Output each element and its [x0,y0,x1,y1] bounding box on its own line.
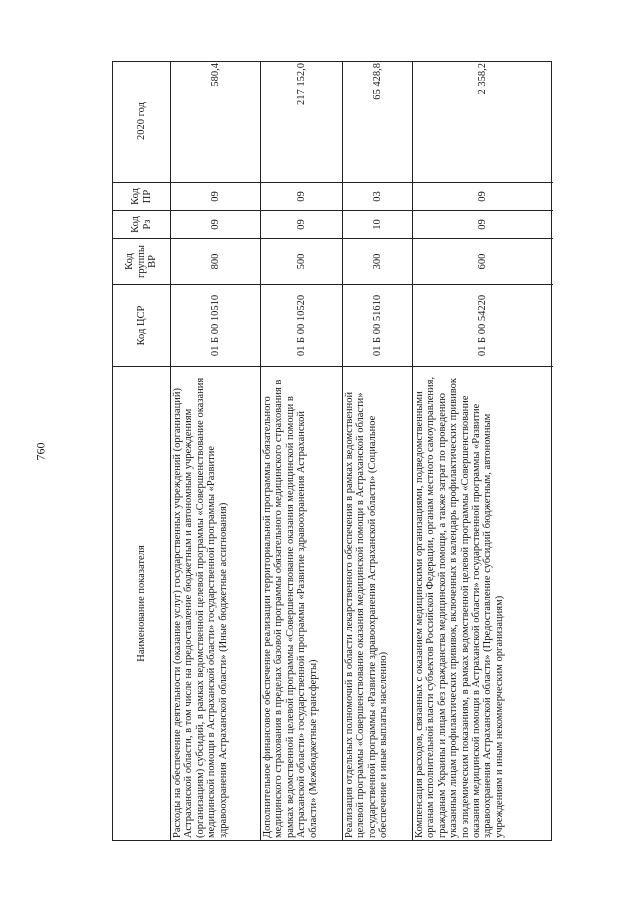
row-amount: 217 152,0 [295,63,307,105]
row-csr: 01 Б 00 10510 [171,284,260,366]
row-rz: 09 [171,210,260,238]
row-name: Расходы на обеспечение деятельности (оказание услуг) государственных учреждений (организаций) Астраханской области, в том числе на предоставление бюджетным и автономным учреждениям (организациям) субсидий, в рамках ведомственной целевой программы «Совершенствование оказания медицинской помощи в Астраханской области» государственной программы «Развитие здравоохранения Астраханской области» (Иные бюджетные ассигнования) [171,366,260,840]
header-csr: Код ЦСР [113,284,170,366]
page-number: 760 [33,442,48,461]
row-amount: 65 428,8 [371,63,383,100]
row-csr: 01 Б 00 54220 [413,284,553,366]
row-pr: 03 [343,182,412,210]
row-vr: 500 [261,238,342,284]
table-row [261,62,343,840]
row-amount: 580,4 [209,63,221,87]
header-amount: 2020 год [135,102,147,140]
row-amount: 2 358,2 [477,63,489,95]
row-csr: 01 Б 00 10520 [261,284,342,366]
row-pr: 09 [413,182,553,210]
row-vr: 600 [413,238,553,284]
row-vr: 300 [343,238,412,284]
row-rz: 10 [343,210,412,238]
row-name: Дополнительное финансовое обеспечение реализации территориальной программы обязательного медицинского страхования в пределах базовой программы обязательного медицинского страхования в рамках ведомственной целевой программы «Совершенствование оказания медицинской помощи в Астраханской области» государственной программы «Развитие здравоохранения Астраханской области» (Межбюджетные трансферты) [261,366,342,840]
table-row [343,62,413,840]
row-vr: 800 [171,238,260,284]
header-pr: Код ПР [113,182,170,210]
table-row [171,62,261,840]
table-row [413,62,553,840]
header-name: Наименование показателя [113,366,170,840]
header-rz: Код Рз [113,210,170,238]
table-header-row [113,62,171,840]
row-rz: 09 [261,210,342,238]
row-rz: 09 [413,210,553,238]
row-pr: 09 [261,182,342,210]
row-pr: 09 [171,182,260,210]
row-name: Компенсация расходов, связанных с оказанием медицинскими организациями, подведомственными органам исполнительной власти субъектов Российской Федерации, органам местного самоуправления, гражданам Украины и лицам без гражданства медицинской помощи, а также затрат по проведению указанным лицам профилактических прививок, включенных в календарь профилактических прививок по эпидемическим показаниям, в рамках ведомственной целевой программы «Совершенствование оказания медицинской помощи в Астраханской области» государственной программы «Развитие здравоохранения Астраханской области» (Предоставление субсидий бюджетным, автономным учреждениям и иным некоммерческим организациям) [413,366,553,840]
header-vr: Код группы ВР [113,238,170,284]
budget-table [112,61,552,841]
row-name: Реализация отдельных полномочий в области лекарственного обеспечения в рамках ведомственной целевой программы «Совершенствование оказания медицинской помощи в Астраханской области» государственной программы «Развитие здравоохранения Астраханской области» (Социальное обеспечение и иные выплаты населению) [343,366,412,840]
row-csr: 01 Б 00 51610 [343,284,412,366]
